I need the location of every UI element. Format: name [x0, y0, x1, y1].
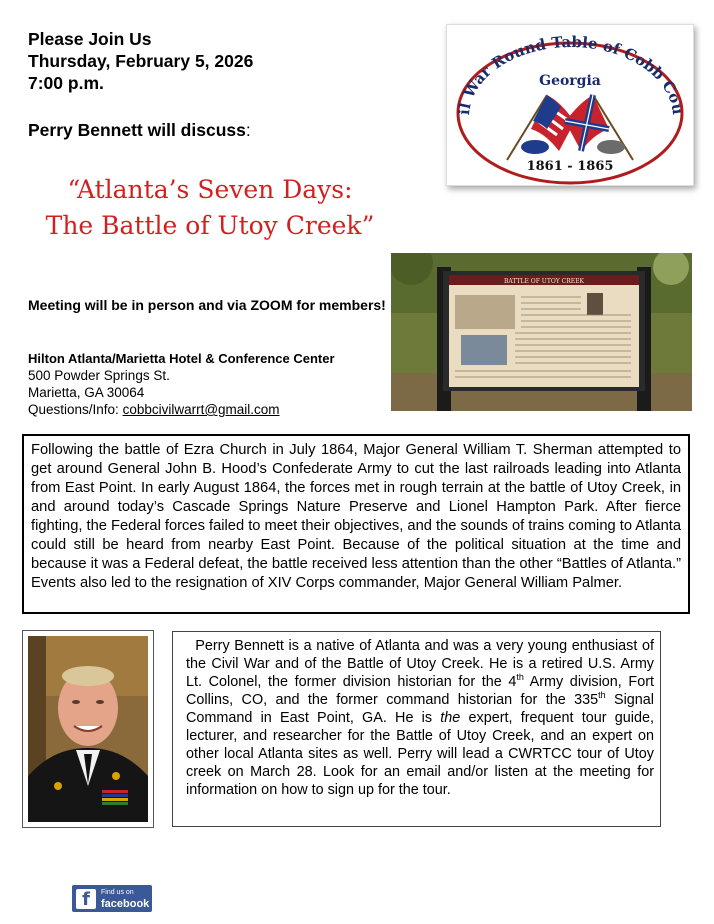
venue-name: Hilton Atlanta/Marietta Hotel & Conference Center: [28, 351, 335, 366]
battle-description: Following the battle of Ezra Church in July 1864, Major General William T. Sherman attempted to get around General John B. Hood’s Confederate Army to cut the last railroads leading into Atlanta from East Point. In early August 1864, the forces met in rough terrain at the battle of Utoy Creek, in and around today’s Cascade Springs Nature Preserve and Lionel Hampton Park. After fierce fighting, the Federal forces failed to meet their objectives, and the sounds of trains coming to Atlanta could still be heard from nearby East Point. Because of the political situation at the time and because it was a Federal defeat, the battle received less attention than the other “Battles of Atlanta.” Events also led to the resignation of XIV Corps commander, Major General William Palmer.: [31, 442, 681, 591]
venue-block: [28, 350, 384, 418]
speaker-bio-box: [172, 631, 661, 827]
speaker-intro-text: Perry Bennett will discuss: [28, 120, 246, 140]
contact-line: [28, 401, 384, 418]
logo-state: Georgia: [539, 73, 601, 89]
event-time: 7:00 p.m.: [28, 73, 104, 93]
facebook-word: facebook: [101, 898, 150, 910]
event-date: Thursday, February 5, 2026: [28, 51, 254, 71]
speaker-bio: [186, 637, 654, 799]
talk-title-line1: “Atlanta’s Seven Days:: [67, 175, 353, 204]
historical-marker-photo: [391, 253, 692, 411]
meeting-format-text: Meeting will be in person and via ZOOM for members!: [28, 297, 386, 313]
confederate-cap-icon: [597, 140, 625, 154]
bio-part-4: expert, frequent tour guide, lecturer, and researcher for the Battle of Utoy Creek, and an expert on other local Atlanta sites as well. Perry will lead a CWRTCC tour of Utoy creek on March 28. Look for an email and/or listen at the meeting for information on how to sign up for the tour.: [186, 710, 654, 798]
venue-city: Marietta, GA 30064: [28, 385, 145, 400]
bio-part-3: Signal Command in East Point, GA. He is: [186, 692, 654, 726]
bio-sup-2: th: [598, 690, 606, 701]
logo-arc-text: il War Round Table of Cobb Cou: [455, 32, 688, 116]
marker-heading: BATTLE OF UTOY CREEK: [504, 278, 584, 285]
invite-line: Please Join Us: [28, 29, 152, 49]
contact-email-link[interactable]: cobbcivilwarrt@gmail.com: [122, 402, 280, 417]
facebook-icon: f: [76, 889, 96, 909]
event-header: [28, 28, 428, 94]
talk-title-line2: The Battle of Utoy Creek”: [45, 211, 375, 240]
speaker-intro: [28, 120, 251, 141]
bio-part-1: Perry Bennett is a native of Atlanta and was a very young enthusiast of the Civil War and of the Battle of Utoy Creek. He is a retired U.S. Army Lt. Colonel, the former division historian for the 4: [186, 638, 654, 690]
cwrt-seal-graphic: [447, 25, 693, 185]
contact-label: Questions/Info:: [28, 402, 123, 417]
bio-sup-1: th: [516, 672, 524, 683]
battle-description-box: [22, 434, 690, 614]
bio-part-2: Army division, Fort Collins, CO, and the former command historian for the 335: [186, 674, 654, 708]
facebook-badge[interactable]: [72, 885, 152, 912]
marker-photo-graphic: [391, 253, 692, 411]
bio-emphasis: the: [440, 710, 461, 726]
cwrt-logo: [446, 24, 694, 186]
talk-title: [20, 172, 400, 244]
speaker-portrait: [22, 630, 154, 828]
meeting-format: [28, 296, 388, 314]
venue-street: 500 Powder Springs St.: [28, 368, 170, 383]
union-cap-icon: [521, 140, 549, 154]
facebook-find-us: Find us on: [101, 889, 134, 896]
logo-years: 1861 - 1865: [526, 159, 614, 174]
speaker-intro-colon: :: [245, 120, 251, 140]
facebook-label: [101, 888, 149, 909]
speaker-photo-graphic: [28, 636, 148, 822]
